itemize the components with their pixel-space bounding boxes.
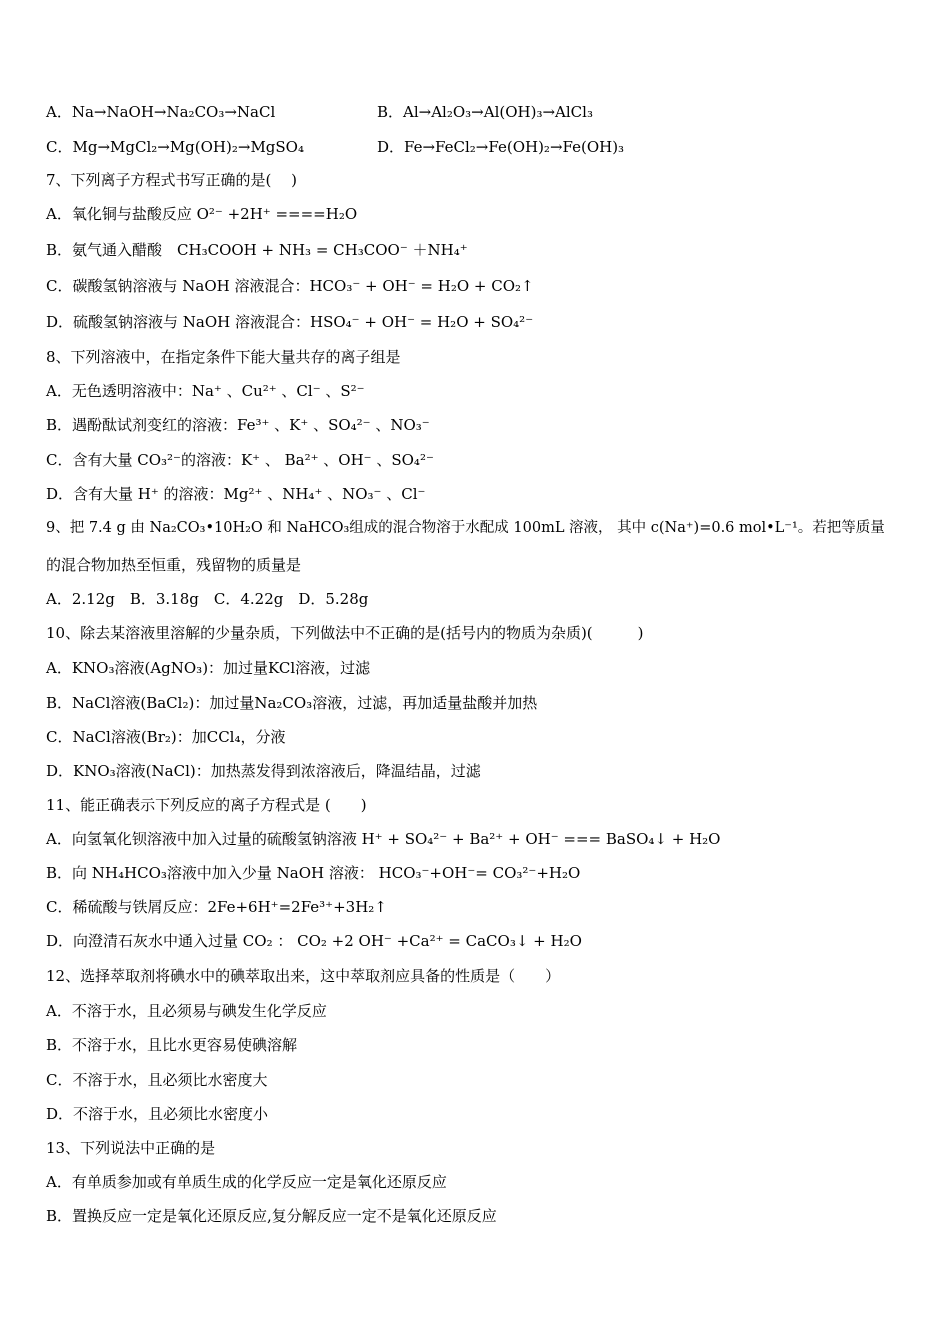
q8-option-c: C．含有大量 CO₃²⁻的溶液：K⁺ 、 Ba²⁺ 、OH⁻ 、SO₄²⁻ [46, 451, 434, 469]
q13-option-b: B．置换反应一定是氧化还原反应,复分解反应一定不是氧化还原反应 [46, 1207, 497, 1225]
q6-option-d: D．Fe→FeCl₂→Fe(OH)₂→Fe(OH)₃ [377, 138, 625, 156]
q10-option-b: B．NaCl溶液(BaCl₂)：加过量Na₂CO₃溶液，过滤，再加适量盐酸并加热 [46, 694, 538, 712]
q12-stem: 12、选择萃取剂将碘水中的碘萃取出来，这中萃取剂应具备的性质是（ ） [46, 967, 561, 985]
q9-stem-line2: 的混合物加热至恒重，残留物的质量是 [46, 556, 302, 574]
q10-option-d: D．KNO₃溶液(NaCl)：加热蒸发得到浓溶液后，降温结晶，过滤 [46, 762, 481, 780]
q11-stem: 11、能正确表示下列反应的离子方程式是 ( ) [46, 796, 367, 814]
q7-option-b: B．氨气通入醋酸 CH₃COOH + NH₃ = CH₃COO⁻ ＋NH₄⁺ [46, 241, 468, 259]
q9-options: A．2.12g B．3.18g C．4.22g D．5.28g [46, 590, 369, 608]
q11-option-d: D．向澄清石灰水中通入过量 CO₂ ： CO₂ +2 OH⁻ +Ca²⁺ = CaCO₃↓ + H₂O [46, 932, 582, 950]
q7-stem: 7、下列离子方程式书写正确的是( ) [46, 171, 298, 189]
q10-option-c: C．NaCl溶液(Br₂)：加CCl₄，分液 [46, 728, 286, 746]
q13-stem: 13、下列说法中正确的是 [46, 1139, 216, 1157]
q8-option-b: B．遇酚酞试剂变红的溶液：Fe³⁺ 、K⁺ 、SO₄²⁻ 、NO₃⁻ [46, 416, 430, 434]
q7-option-a: A．氧化铜与盐酸反应 O²⁻ +2H⁺ ====H₂O [46, 205, 358, 223]
q10-option-a: A．KNO₃溶液(AgNO₃)：加过量KCl溶液，过滤 [46, 659, 371, 677]
q7-option-c: C．碳酸氢钠溶液与 NaOH 溶液混合：HCO₃⁻ + OH⁻ = H₂O + CO₂↑ [46, 277, 534, 295]
q8-option-a: A．无色透明溶液中：Na⁺ 、Cu²⁺ 、Cl⁻ 、S²⁻ [46, 382, 365, 400]
q9-stem-line1: 9、把 7.4 g 由 Na₂CO₃•10H₂O 和 NaHCO₃组成的混合物溶于水配成 100mL 溶液， 其中 c(Na⁺)=0.6 mol•L⁻¹。若把等质量 [46, 520, 885, 536]
q12-option-b: B．不溶于水，且比水更容易使碘溶解 [46, 1036, 298, 1054]
q12-option-d: D．不溶于水，且必须比水密度小 [46, 1105, 269, 1123]
q12-option-c: C．不溶于水，且必须比水密度大 [46, 1071, 268, 1089]
q7-option-d: D．硫酸氢钠溶液与 NaOH 溶液混合：HSO₄⁻ + OH⁻ = H₂O + SO₄²⁻ [46, 313, 534, 331]
q11-option-b: B．向 NH₄HCO₃溶液中加入少量 NaOH 溶液： HCO₃⁻+OH⁻= CO₃²⁻+H₂O [46, 864, 581, 882]
q11-option-a: A．向氢氧化钡溶液中加入过量的硫酸氢钠溶液 H⁺ + SO₄²⁻ + Ba²⁺ + OH⁻ === BaSO₄↓ + H₂O [46, 830, 721, 848]
q6-option-a: A．Na→NaOH→Na₂CO₃→NaCl [46, 103, 276, 121]
q13-option-a: A．有单质参加或有单质生成的化学反应一定是氧化还原反应 [46, 1173, 447, 1191]
q8-option-d: D．含有大量 H⁺ 的溶液：Mg²⁺ 、NH₄⁺ 、NO₃⁻ 、Cl⁻ [46, 485, 426, 503]
q6-option-c: C．Mg→MgCl₂→Mg(OH)₂→MgSO₄ [46, 138, 304, 156]
q11-option-c: C．稀硫酸与铁屑反应：2Fe+6H⁺=2Fe³⁺+3H₂↑ [46, 898, 387, 916]
q10-stem: 10、除去某溶液里溶解的少量杂质，下列做法中不正确的是(括号内的物质为杂质)( ) [46, 624, 644, 642]
q12-option-a: A．不溶于水，且必须易与碘发生化学反应 [46, 1002, 327, 1020]
q6-option-b: B．Al→Al₂O₃→Al(OH)₃→AlCl₃ [377, 103, 593, 121]
q8-stem: 8、下列溶液中，在指定条件下能大量共存的离子组是 [46, 348, 401, 366]
